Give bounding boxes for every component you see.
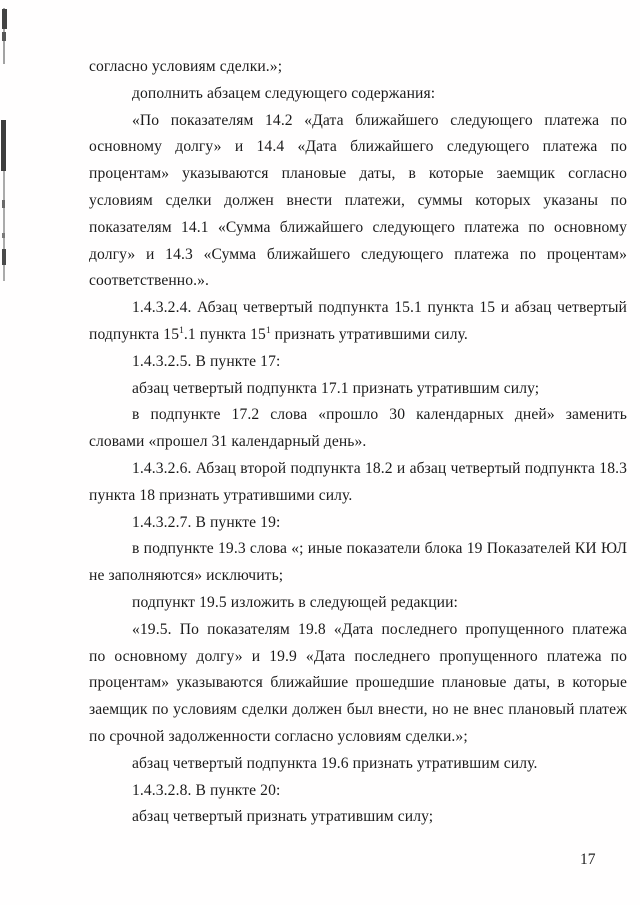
text-line: 1.4.3.2.8. В пункте 20: (132, 781, 281, 799)
text-line: заемщик по условиям сделки должен был внести, но не внес плановый платеж (89, 701, 627, 719)
text-segment: .1 пункта 15 (183, 325, 266, 343)
scan-artifact (2, 249, 6, 265)
text-line: по основному долгу» и 19.9 «Дата последнего пропущенного платежа по (89, 647, 627, 665)
text-line: процентам» указываются ближайшие прошедшие плановые даты, в которые (89, 674, 627, 692)
text-line: абзац четвертый подпункта 17.1 признать утратившим силу; (132, 379, 540, 397)
text-line: долгу» и 14.3 «Сумма ближайшего следующего платежа по процентам» (89, 245, 627, 263)
text-line: соответственно.». (89, 272, 210, 290)
scan-artifact (2, 9, 7, 29)
text-line: условиям сделки должен внести платежи, суммы которых указаны по (89, 191, 627, 209)
text-line: процентам» указываются плановые даты, в которые заемщик согласно (89, 165, 627, 183)
text-line: основному долгу» и 14.4 «Дата ближайшего следующего платежа по (89, 138, 627, 156)
scan-artifact (2, 200, 5, 208)
text-line: показателям 14.1 «Сумма ближайшего следующего платежа по основному (89, 218, 627, 236)
text-line-with-superscript (89, 322, 627, 349)
text-line: 1.4.3.2.6. Абзац второй подпункта 18.2 и абзац четвертый подпункта 18.3 (132, 459, 627, 477)
text-line: абзац четвертый подпункта 19.6 признать утратившим силу. (132, 754, 538, 772)
scan-artifact (1, 120, 6, 171)
page-number: 17 (580, 851, 596, 868)
text-line: 1.4.3.2.7. В пункте 19: (132, 513, 281, 531)
text-line: «По показателям 14.2 «Дата ближайшего следующего платежа по (132, 111, 627, 129)
text-line: по срочной задолженности согласно условиям сделки.»; (89, 727, 468, 745)
text-line: не заполняются» исключить; (89, 567, 284, 585)
text-segment: подпункта 15 (89, 325, 180, 343)
text-line: подпункт 19.5 изложить в следующей редакции: (132, 593, 458, 611)
text-line: абзац четвертый признать утратившим силу; (132, 808, 434, 826)
text-line: 1.4.3.2.5. В пункте 17: (132, 352, 281, 370)
text-line: согласно условиям сделки.»; (89, 58, 283, 75)
superscript: 1 (179, 325, 184, 336)
text-line: «19.5. По показателям 19.8 «Дата последнего пропущенного платежа (132, 620, 627, 638)
text-line: в подпункте 17.2 слова «прошло 30 календарных дней» заменить (132, 406, 627, 424)
text-line: пункта 18 признать утратившими силу. (89, 486, 353, 504)
superscript: 1 (265, 325, 271, 336)
text-line: словами «прошел 31 календарный день». (89, 433, 367, 451)
text-line: дополнить абзацем следующего содержания: (132, 84, 436, 102)
text-line: 1.4.3.2.4. Абзац четвертый подпункта 15.1 пункта 15 и абзац четвертый (132, 299, 627, 317)
text-line: в подпункте 19.3 слова «; иные показатели блока 19 Показателей КИ ЮЛ (132, 540, 627, 558)
document-text-block (89, 54, 627, 831)
scan-artifact (2, 32, 6, 41)
text-segment: признать утратившими силу. (270, 325, 468, 343)
scan-artifact (2, 233, 5, 238)
